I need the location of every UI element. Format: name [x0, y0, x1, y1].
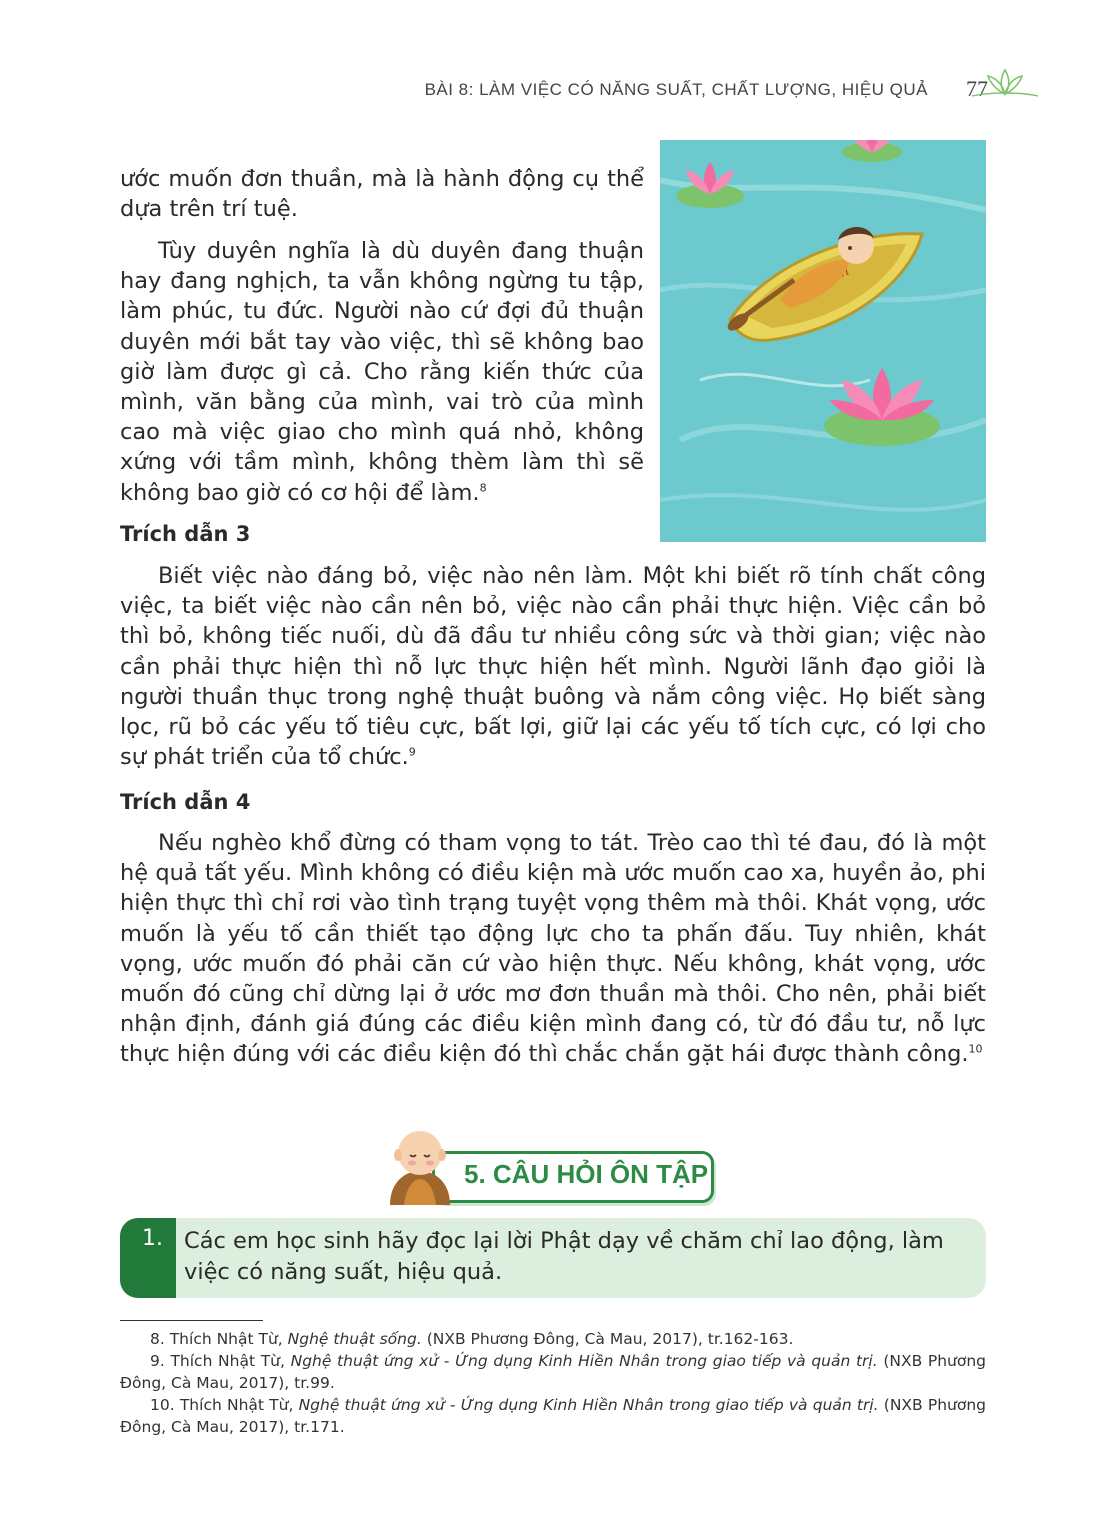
- footnote-tail: (NXB Phương Đông, Cà Mau, 2017), tr.171.: [120, 1396, 987, 1436]
- footnote-lead: 9. Thích Nhật Từ,: [150, 1352, 291, 1370]
- footnote-tail: (NXB Phương Đông, Cà Mau, 2017), tr.99.: [120, 1352, 987, 1392]
- heading-citation-4: Trích dẫn 4: [120, 790, 251, 814]
- question-number: 1.: [142, 1226, 163, 1251]
- paragraph-citation-4: [120, 828, 986, 1070]
- footnote-title: Nghệ thuật sống.: [287, 1330, 422, 1348]
- page-header: [300, 78, 1040, 112]
- paragraph-citation-3: [120, 561, 986, 772]
- review-title: 5. CÂU HỎI ÔN TẬP: [464, 1159, 709, 1189]
- lotus-ornament-icon: [970, 64, 1040, 108]
- footnote-ref: 8: [479, 481, 487, 495]
- question-number-badge: [120, 1218, 176, 1298]
- footnote-ref: 10: [968, 1042, 983, 1056]
- question-text: Các em học sinh hãy đọc lại lời Phật dạy về chăm chỉ lao động, làm việc có năng suất, hiệu quả.: [184, 1228, 944, 1285]
- footnote-9: [120, 1350, 986, 1394]
- footnote-tail: (NXB Phương Đông, Cà Mau, 2017), tr.162-163.: [421, 1330, 794, 1348]
- page-number: 77: [966, 76, 988, 101]
- paragraph-continuation: ước muốn đơn thuần, mà là hành động cụ thể dựa trên trí tuệ.: [120, 166, 644, 223]
- footnote-divider: [120, 1320, 263, 1321]
- paragraph-text: Tùy duyên nghĩa là dù duyên đang thuận hay đang nghịch, ta vẫn không ngừng tu tập, làm phúc, tu đức. Người nào cứ đợi đủ thuận duyên mới bắt tay vào việc, thì sẽ không bao giờ làm được gì cả. Cho rằng kiến thức của mình, văn bằng của mình, vai trò của mình cao mà việc giao cho mình quá nhỏ, không xứng với tầm mình, không thèm làm thì sẽ không bao giờ có cơ hội để làm.: [120, 238, 644, 506]
- footnote-lead: 8. Thích Nhật Từ,: [150, 1330, 288, 1348]
- chapter-title: BÀI 8: LÀM VIỆC CÓ NĂNG SUẤT, CHẤT LƯỢNG, HIỆU QUẢ: [424, 80, 928, 99]
- paragraph-tuy-duyen: [120, 236, 644, 508]
- paragraph-text: Biết việc nào đáng bỏ, việc nào nên làm. Một khi biết rõ tính chất công việc, ta biết việc nào cần nên bỏ, việc nào cần phải thực hiện. Việc cần bỏ thì bỏ, không tiếc nuối, dù đã đầu tư nhiều công sức và thời gian; việc nào cần phải thực hiện thì nỗ lực thực hiện hết mình. Người lãnh đạo giỏi là người thuần thục trong nghệ thuật buông và nắm công việc. Họ biết sàng lọc, rũ bỏ các yếu tố tiêu cực, bất lợi, giữ lại các yếu tố tích cực, có lợi cho sự phát triển của tổ chức.: [120, 563, 986, 771]
- review-question-1: [120, 1218, 986, 1298]
- heading-citation-3: Trích dẫn 3: [120, 522, 251, 546]
- footnote-title: Nghệ thuật ứng xử - Ứng dụng Kinh Hiền Nhân trong giao tiếp và quản trị.: [290, 1352, 878, 1370]
- footnote-8: [120, 1328, 986, 1350]
- footnote-lead: 10. Thích Nhật Từ,: [150, 1396, 299, 1414]
- review-section-header: [380, 1125, 720, 1205]
- footnote-10: [120, 1394, 986, 1438]
- footnote-title: Nghệ thuật ứng xử - Ứng dụng Kinh Hiền Nhân trong giao tiếp và quản trị.: [298, 1396, 879, 1414]
- monk-icon: [380, 1125, 456, 1205]
- paragraph-text: Nếu nghèo khổ đừng có tham vọng to tát. Trèo cao thì té đau, đó là một hệ quả tất yếu. Mình không có điều kiện mà ước muốn cao xa, huyền ảo, phi hiện thực thì chỉ rơi vào tình trạng tuyệt vọng thêm mà thôi. Khát vọng, ước muốn là yếu tố cần thiết tạo động lực cho ta phấn đấu. Tuy nhiên, khát vọng, ước muốn đó phải căn cứ vào hiện thực. Nếu không, khát vọng, ước muốn đó cũng chỉ dừng lại ở ước mơ đơn thuần mà thôi. Cho nên, phải biết nhận định, đánh giá đúng các điều kiện mình đang có, từ đó đầu tư, nỗ lực thực hiện đúng với các điều kiện đó thì chắc chắn gặt hái được thành công.: [120, 830, 986, 1068]
- footnote-ref: 9: [408, 745, 416, 759]
- boat-lotus-illustration: [660, 140, 986, 542]
